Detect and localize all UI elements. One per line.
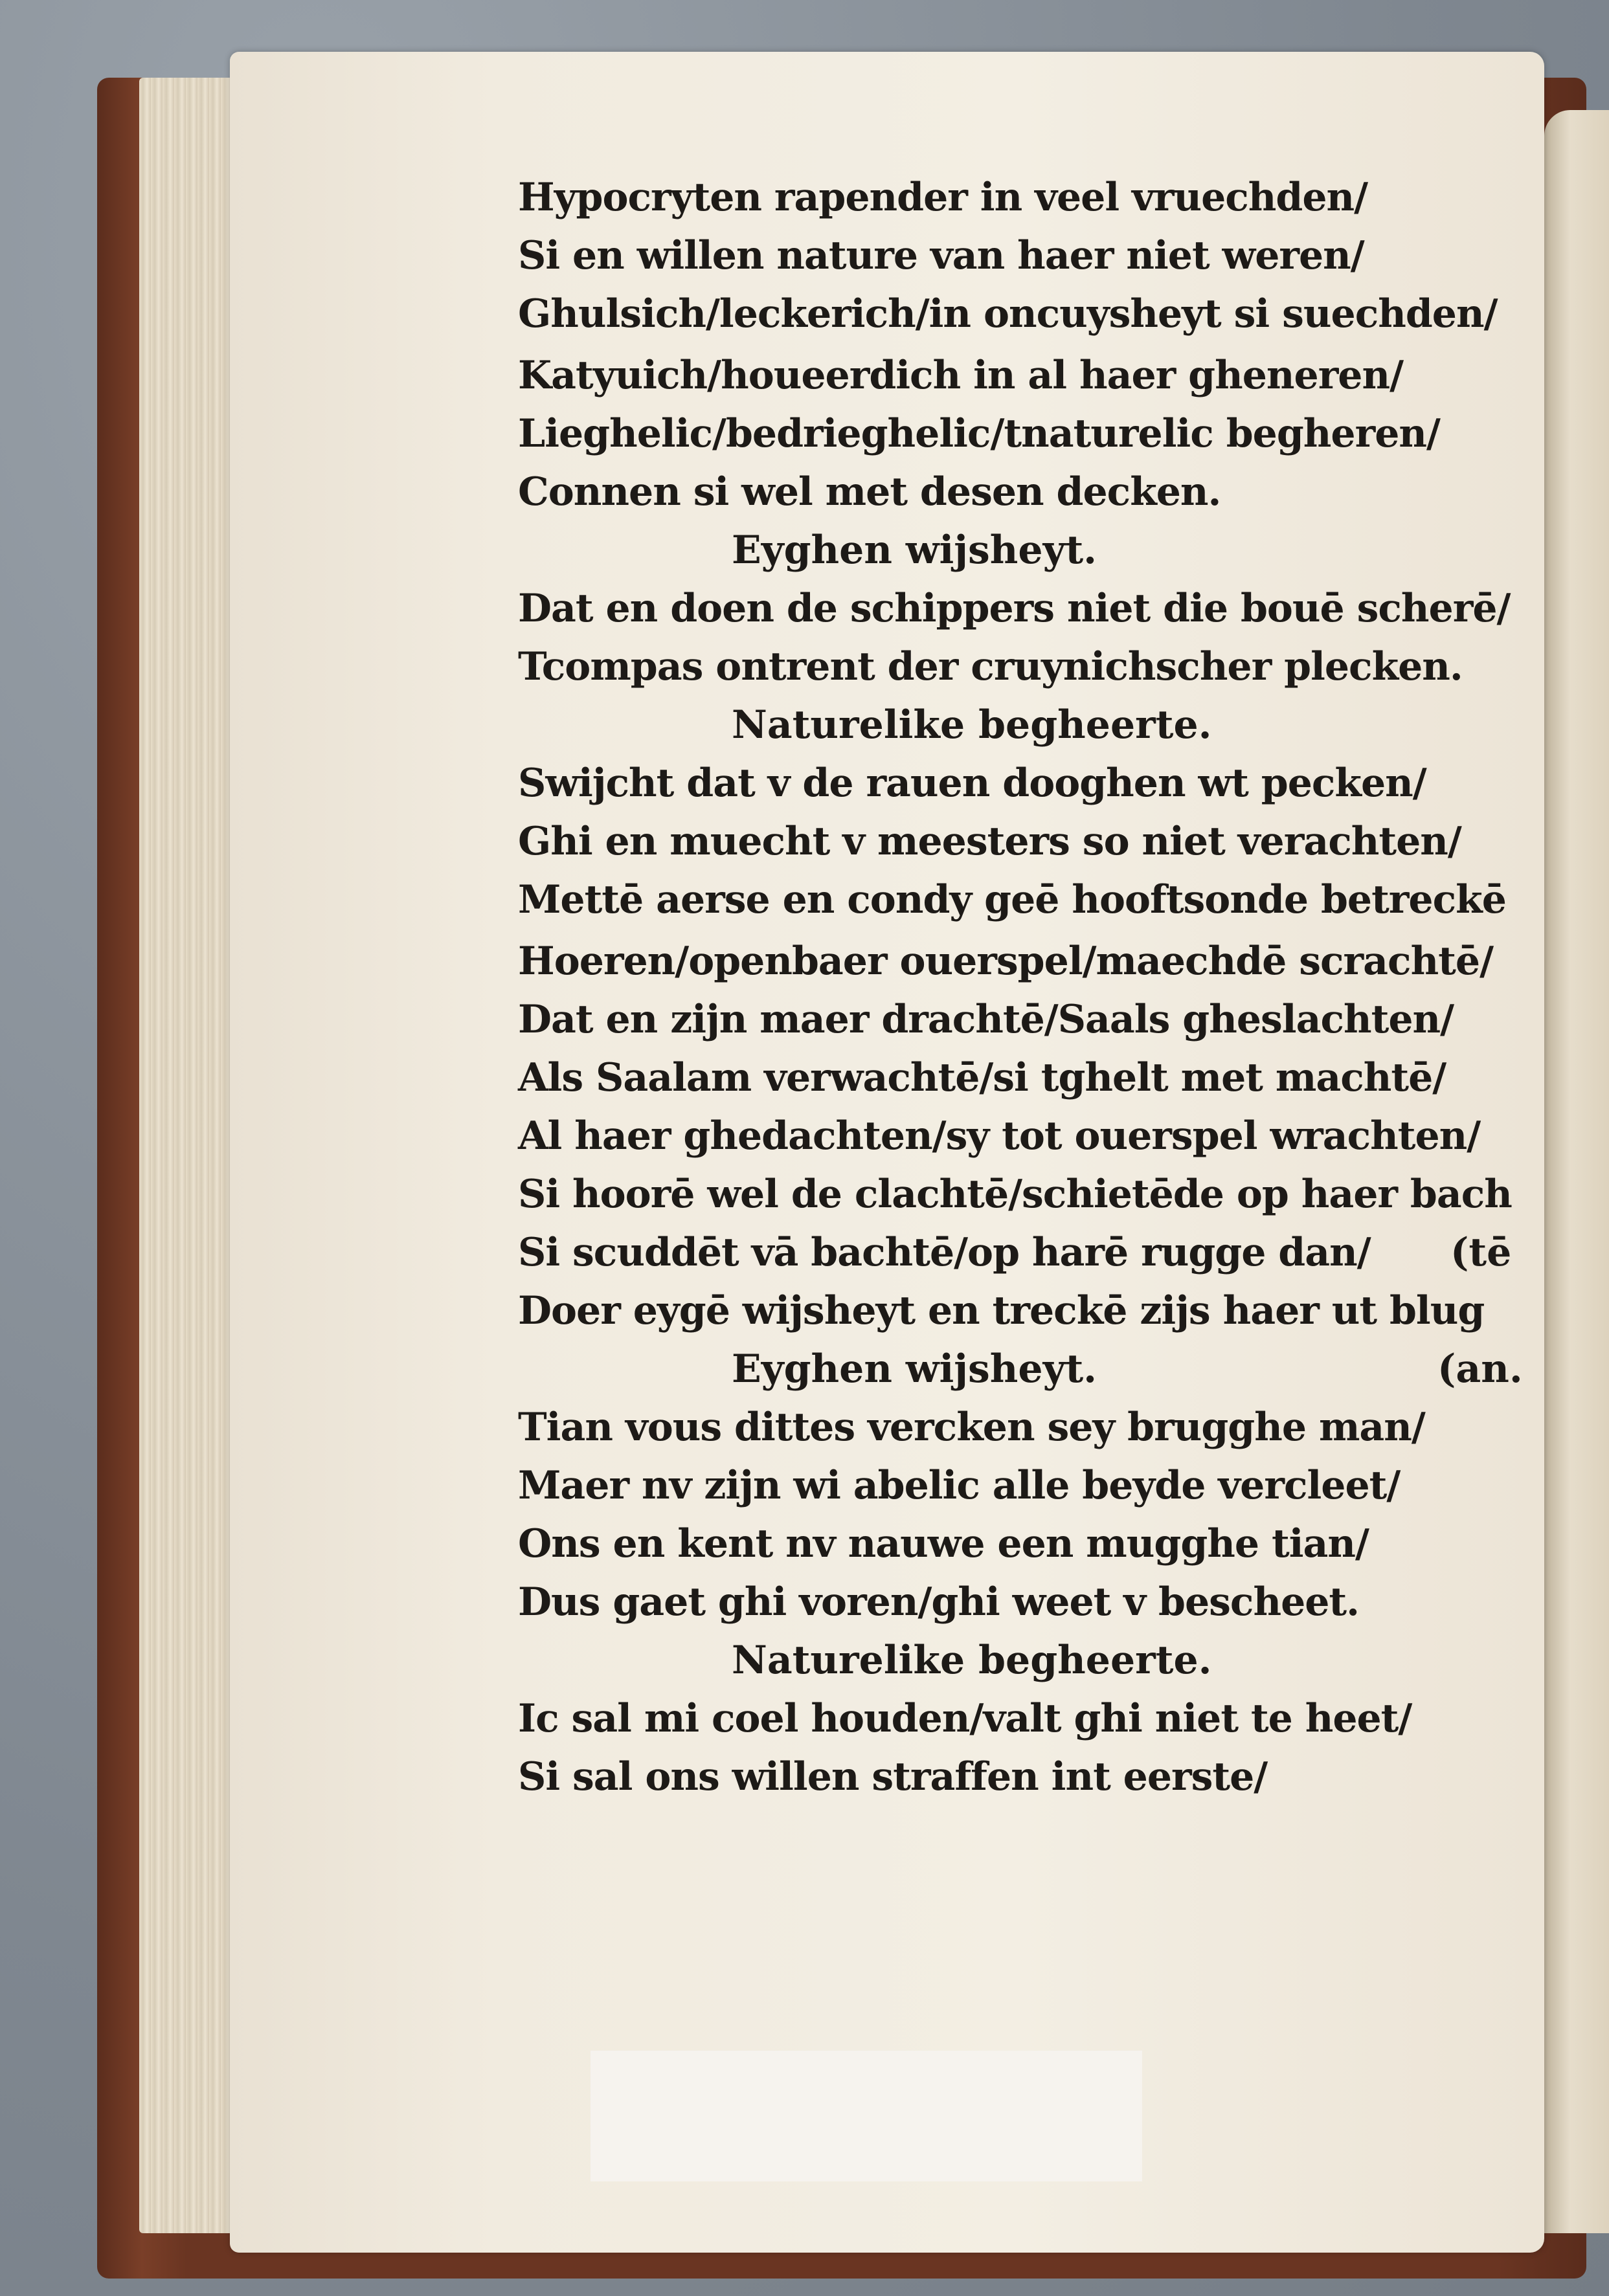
verse-line-13: Dat en zijn maer drachtē/Saals gheslachten/ bbox=[518, 997, 1454, 1042]
marginal-note-2: (an. bbox=[1437, 1346, 1523, 1392]
redaction-block bbox=[591, 2051, 1142, 2181]
verse-line-12: Hoeren/openbaer ouerspel/maechdē scrachtē/ bbox=[518, 939, 1493, 984]
verse-line-1: Hypocryten rapender in veel vruechden/ bbox=[518, 175, 1368, 220]
verse-line-21: Ons en kent nv nauwe een mugghe tian/ bbox=[518, 1521, 1369, 1566]
verse-line-3: Ghulsich/leckerich/in oncuysheyt si suechden/ bbox=[518, 291, 1498, 337]
verse-line-9: Swijcht dat v de rauen dooghen wt pecken/ bbox=[518, 761, 1426, 806]
verse-line-2: Si en willen nature van haer niet weren/ bbox=[518, 233, 1364, 278]
verse-line-11: Mettē aerse en condy geē hooftsonde betreckē bbox=[518, 877, 1506, 922]
facing-page-edge bbox=[1544, 110, 1609, 2233]
speaker-heading-4: Naturelike begheerte. bbox=[732, 1638, 1212, 1683]
verse-line-7: Dat en doen de schippers niet die bouē scherē/ bbox=[518, 586, 1511, 631]
verse-line-15: Al haer ghedachten/sy tot ouerspel wrachten/ bbox=[518, 1113, 1481, 1159]
marginal-note-1: (tē bbox=[1450, 1230, 1512, 1275]
verse-line-20: Maer nv zijn wi abelic alle beyde vercleet/ bbox=[518, 1463, 1401, 1508]
verse-line-24: Si sal ons willen straffen int eerste/ bbox=[518, 1754, 1268, 1800]
verse-line-17: Si scuddēt vā bachtē/op harē rugge dan/ bbox=[518, 1230, 1371, 1275]
verse-line-10: Ghi en muecht v meesters so niet verachten/ bbox=[518, 819, 1461, 864]
verse-line-23: Ic sal mi coel houden/valt ghi niet te heet/ bbox=[518, 1696, 1412, 1741]
speaker-heading-3: Eyghen wijsheyt. bbox=[732, 1346, 1097, 1392]
verse-line-22: Dus gaet ghi voren/ghi weet v bescheet. bbox=[518, 1579, 1360, 1625]
verse-line-16: Si hoorē wel de clachtē/schietēde op haer bach bbox=[518, 1172, 1512, 1217]
verse-line-14: Als Saalam verwachtē/si tghelt met machtē/ bbox=[518, 1055, 1446, 1100]
verse-line-6: Connen si wel met desen decken. bbox=[518, 469, 1221, 515]
verse-line-19: Tian vous dittes vercken sey brugghe man/ bbox=[518, 1405, 1425, 1450]
speaker-heading-2: Naturelike begheerte. bbox=[732, 702, 1212, 748]
verse-line-8: Tcompas ontrent der cruynichscher plecken. bbox=[518, 644, 1463, 689]
speaker-heading-1: Eyghen wijsheyt. bbox=[732, 528, 1097, 573]
verse-line-4: Katyuich/houeerdich in al haer gheneren/ bbox=[518, 353, 1404, 398]
verse-line-5: Lieghelic/bedrieghelic/tnaturelic begheren/ bbox=[518, 411, 1440, 456]
verse-line-18: Doer eygē wijsheyt en treckē zijs haer ut blug bbox=[518, 1288, 1485, 1333]
